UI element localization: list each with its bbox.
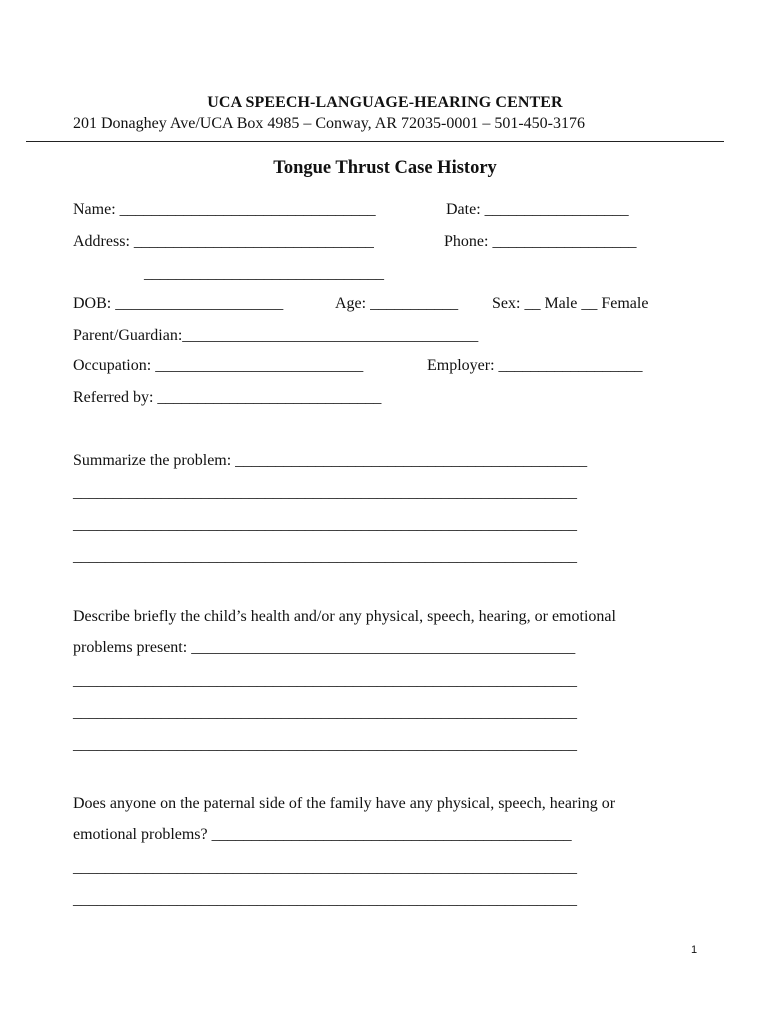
phone-field[interactable]: Phone: __________________ [444, 233, 637, 250]
paternal-answer-line[interactable]: _______________________________________________________________ [73, 859, 577, 876]
paternal-question-prompt: Does anyone on the paternal side of the family have any physical, speech, hearing or [73, 795, 616, 812]
paternal-answer-line[interactable]: _______________________________________________________________ [73, 891, 577, 908]
organization-name: UCA SPEECH-LANGUAGE-HEARING CENTER [207, 94, 563, 111]
parent-guardian-field[interactable]: Parent/Guardian:_____________________________________ [73, 327, 479, 344]
referred-by-field[interactable]: Referred by: ____________________________ [73, 389, 382, 406]
summarize-problem-prompt[interactable]: Summarize the problem: ____________________________________________ [73, 452, 588, 469]
page-number: 1 [691, 944, 698, 956]
health-question-prompt: Describe briefly the child’s health and/or any physical, speech, hearing, or emotional [73, 608, 616, 625]
dob-field[interactable]: DOB: _____________________ [73, 295, 284, 312]
summarize-answer-line[interactable]: _______________________________________________________________ [73, 548, 577, 565]
occupation-field[interactable]: Occupation: __________________________ [73, 357, 364, 374]
header-divider [26, 141, 724, 142]
employer-field[interactable]: Employer: __________________ [427, 357, 643, 374]
form-title: Tongue Thrust Case History [273, 158, 497, 178]
date-field[interactable]: Date: __________________ [446, 201, 629, 218]
summarize-answer-line[interactable]: _______________________________________________________________ [73, 516, 577, 533]
name-field[interactable]: Name: ________________________________ [73, 201, 376, 218]
address-field[interactable]: Address: ______________________________ [73, 233, 374, 250]
address-line2-field[interactable]: ______________________________ [144, 265, 384, 282]
summarize-answer-line[interactable]: _______________________________________________________________ [73, 484, 577, 501]
paternal-question-prompt-answer[interactable]: emotional problems? _____________________________________________ [73, 826, 572, 843]
health-question-prompt-answer[interactable]: problems present: ________________________________________________ [73, 639, 576, 656]
organization-address: 201 Donaghey Ave/UCA Box 4985 – Conway, AR 72035-0001 – 501-450-3176 [73, 115, 585, 132]
age-field[interactable]: Age: ___________ [335, 295, 459, 312]
sex-field[interactable]: Sex: __ Male __ Female [492, 295, 649, 312]
health-answer-line[interactable]: _______________________________________________________________ [73, 704, 577, 721]
health-answer-line[interactable]: _______________________________________________________________ [73, 672, 577, 689]
health-answer-line[interactable]: _______________________________________________________________ [73, 736, 577, 753]
